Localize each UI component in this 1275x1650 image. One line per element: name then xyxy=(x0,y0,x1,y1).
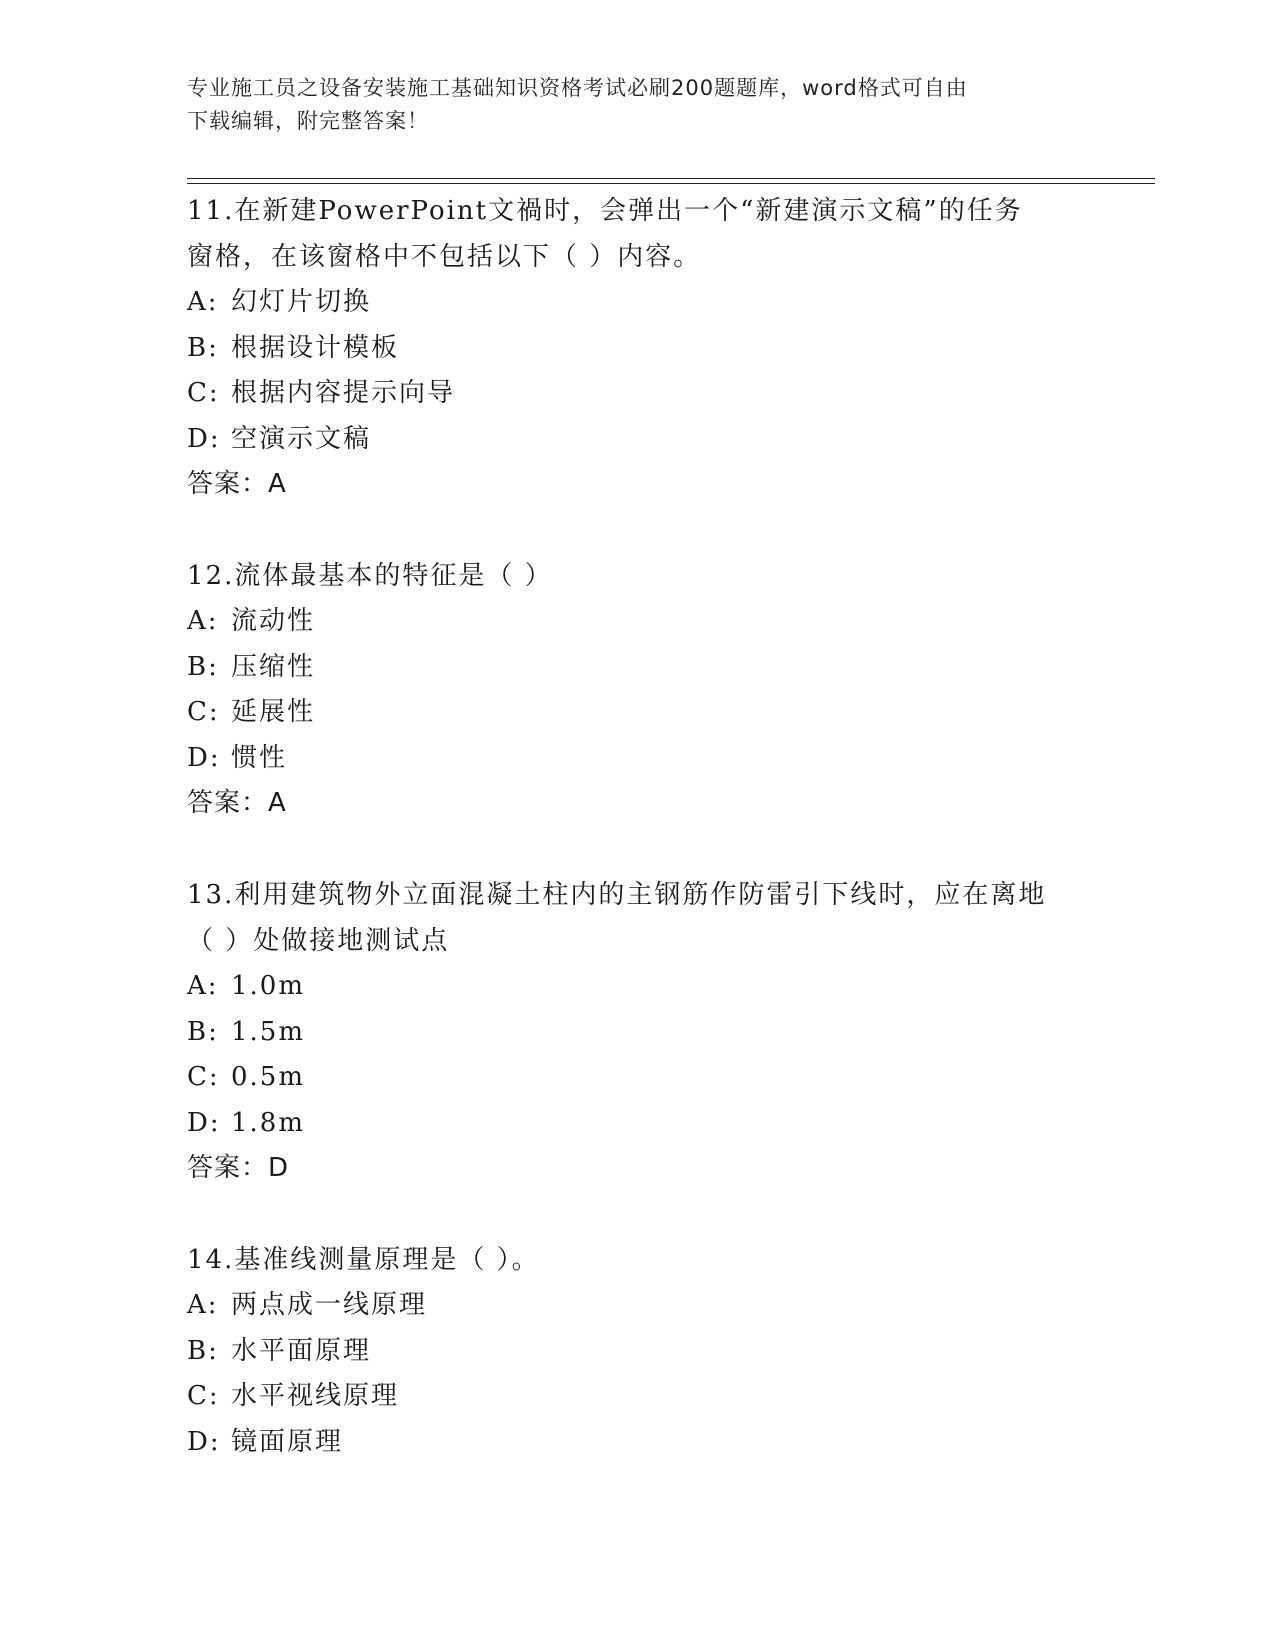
option-letter: C: xyxy=(187,1381,220,1411)
option-letter: A: xyxy=(187,1290,219,1320)
option-letter: A: xyxy=(187,287,219,317)
question-11 xyxy=(187,188,1087,507)
question-13 xyxy=(187,872,1087,1191)
option-text: 流动性 xyxy=(231,606,316,636)
option-letter: D: xyxy=(187,742,221,773)
option-text: 压缩性 xyxy=(231,651,316,682)
option-text: 1.5m xyxy=(231,1016,306,1047)
option-letter: D: xyxy=(187,1107,221,1138)
answer: 答案：A xyxy=(187,469,287,499)
question-stem-line-2: 窗格，在该窗格中不包括以下（ ）内容。 xyxy=(187,242,702,272)
option-text: 水平视线原理 xyxy=(231,1381,400,1411)
option-a xyxy=(187,1283,1087,1329)
answer: 答案：A xyxy=(187,788,287,818)
option-text: 根据内容提示向导 xyxy=(231,378,456,408)
option-letter: B: xyxy=(187,651,219,682)
option-letter: B: xyxy=(187,1335,219,1366)
question-spacer xyxy=(187,826,1087,872)
option-text: 1.0m xyxy=(231,971,306,1001)
header-rule-bottom xyxy=(187,183,1155,184)
option-text: 水平面原理 xyxy=(231,1335,372,1366)
header-title-line-2: 下载编辑，附完整答案！ xyxy=(187,109,429,133)
option-c xyxy=(187,690,1087,736)
document-header xyxy=(187,72,1067,138)
option-letter: D: xyxy=(187,423,221,454)
option-a xyxy=(187,964,1087,1010)
option-letter: C: xyxy=(187,1062,220,1092)
option-text: 延展性 xyxy=(231,697,316,727)
option-c xyxy=(187,1374,1087,1420)
option-a xyxy=(187,599,1087,645)
option-text: 幻灯片切换 xyxy=(231,287,372,317)
question-spacer xyxy=(187,507,1087,553)
option-b xyxy=(187,1329,1087,1375)
option-letter: C: xyxy=(187,697,220,727)
option-text: 镜面原理 xyxy=(231,1426,344,1457)
option-text: 根据设计模板 xyxy=(231,332,400,363)
option-d xyxy=(187,736,1087,782)
option-text: 两点成一线原理 xyxy=(231,1290,428,1320)
option-c xyxy=(187,1055,1087,1101)
option-d xyxy=(187,1420,1087,1466)
option-text: 空演示文稿 xyxy=(231,423,372,454)
question-12 xyxy=(187,553,1087,826)
header-rule-top xyxy=(187,178,1155,179)
option-d xyxy=(187,1101,1087,1147)
option-a xyxy=(187,280,1087,326)
header-title-line-1: 专业施工员之设备安装施工基础知识资格考试必刷200题题库，word格式可自由 xyxy=(187,76,968,100)
option-letter: C: xyxy=(187,378,220,408)
option-c xyxy=(187,371,1087,417)
option-letter: A: xyxy=(187,971,219,1001)
question-stem-line-2: （ ）处做接地测试点 xyxy=(187,926,450,956)
answer: 答案：D xyxy=(187,1153,290,1183)
option-letter: B: xyxy=(187,332,219,363)
option-b xyxy=(187,326,1087,372)
question-14 xyxy=(187,1237,1087,1465)
question-stem-line-1: 12.流体最基本的特征是（ ） xyxy=(187,561,553,591)
option-text: 0.5m xyxy=(231,1062,306,1092)
option-text: 惯性 xyxy=(231,742,288,773)
option-letter: A: xyxy=(187,606,219,636)
option-text: 1.8m xyxy=(231,1107,306,1138)
question-stem-line-1: 13.利用建筑物外立面混凝土柱内的主钢筋作防雷引下线时，应在离地 xyxy=(187,880,1047,910)
option-letter: B: xyxy=(187,1016,219,1047)
question-stem-line-1: 11.在新建PowerPoint文禍时，会弹出一个“新建演示文稿”的任务 xyxy=(187,196,1023,226)
question-list xyxy=(187,188,1087,1465)
option-letter: D: xyxy=(187,1426,221,1457)
option-b xyxy=(187,645,1087,691)
option-b xyxy=(187,1010,1087,1056)
option-d xyxy=(187,417,1087,463)
question-spacer xyxy=(187,1191,1087,1237)
question-stem-line-1: 14.基准线测量原理是（ ）。 xyxy=(187,1245,540,1275)
